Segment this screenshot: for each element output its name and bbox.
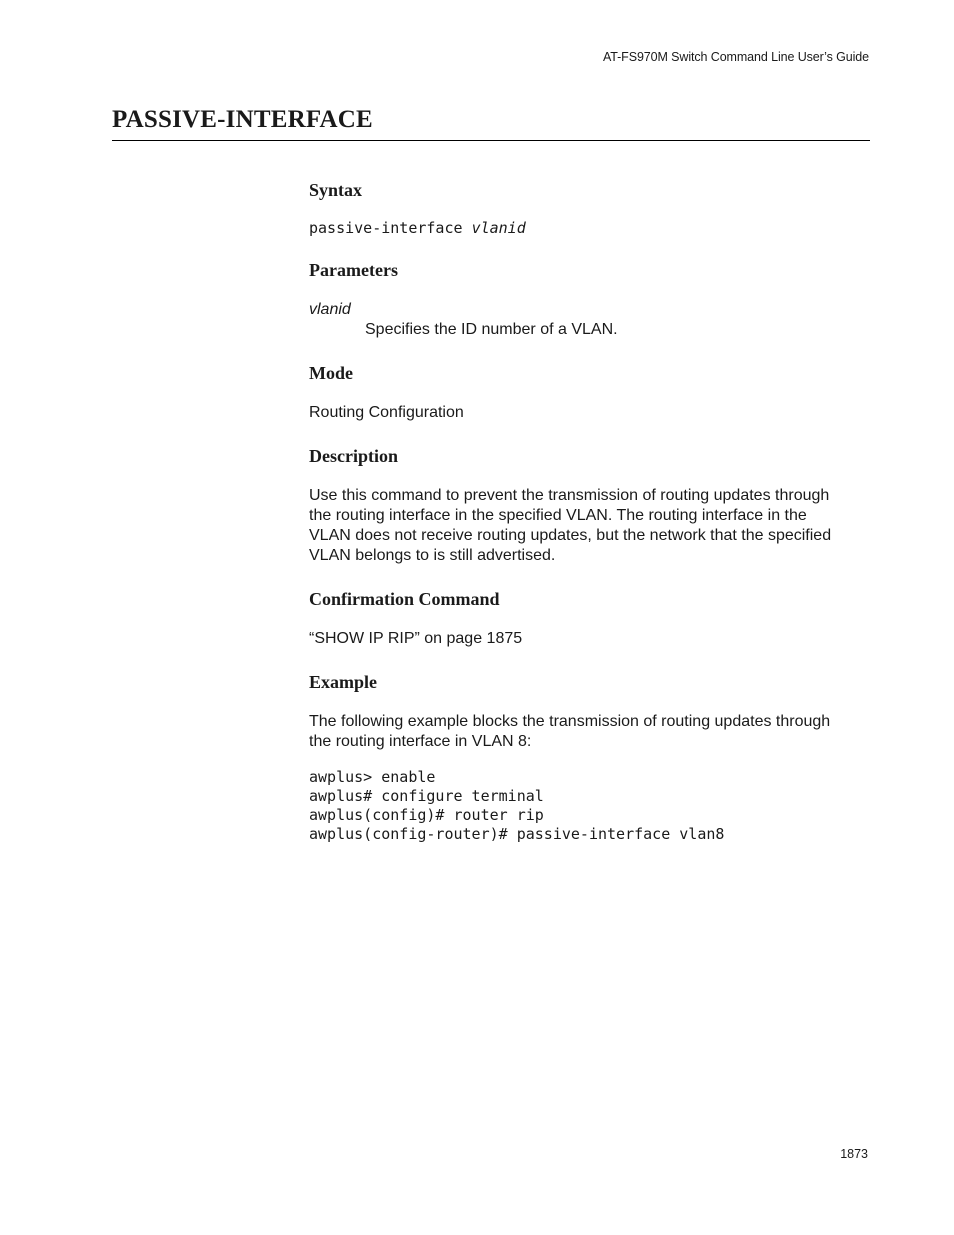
code-line: awplus# configure terminal bbox=[309, 787, 544, 805]
parameter-term: vlanid bbox=[309, 301, 351, 318]
title-rule bbox=[112, 140, 870, 141]
code-line: awplus(config)# router rip bbox=[309, 806, 544, 824]
running-header: AT-FS970M Switch Command Line User’s Guide bbox=[602, 50, 869, 64]
syntax-parameter: vlanid bbox=[471, 219, 526, 237]
example-paragraph bbox=[309, 712, 869, 752]
parameter-definition: Specifies the ID number of a VLAN. bbox=[365, 321, 618, 338]
example-line: The following example blocks the transmission of routing updates through bbox=[309, 713, 831, 730]
main-content bbox=[309, 180, 869, 844]
parameter-list bbox=[309, 300, 869, 340]
description-heading: Description bbox=[309, 446, 398, 466]
description-paragraph bbox=[309, 486, 869, 566]
description-line: the routing interface in the specified VLAN. The routing interface in the bbox=[309, 507, 807, 524]
syntax-command bbox=[309, 219, 869, 238]
example-code-block bbox=[309, 768, 869, 844]
page-title: PASSIVE-INTERFACE bbox=[112, 106, 373, 133]
code-line: awplus(config-router)# passive-interface vlan8 bbox=[309, 825, 725, 843]
description-line: VLAN belongs to is still advertised. bbox=[309, 547, 556, 564]
confirmation-link[interactable]: “SHOW IP RIP” on page 1875 bbox=[309, 630, 523, 647]
description-line: VLAN does not receive routing updates, but the network that the specified bbox=[309, 527, 832, 544]
example-heading: Example bbox=[309, 672, 378, 692]
syntax-command-text: passive-interface bbox=[309, 219, 472, 237]
parameters-heading: Parameters bbox=[309, 260, 398, 280]
syntax-heading: Syntax bbox=[309, 180, 363, 200]
mode-heading: Mode bbox=[309, 363, 353, 383]
confirmation-heading: Confirmation Command bbox=[309, 589, 500, 609]
code-line: awplus> enable bbox=[309, 768, 436, 786]
description-line: Use this command to prevent the transmission of routing updates through bbox=[309, 487, 830, 504]
example-line: the routing interface in VLAN 8: bbox=[309, 733, 532, 750]
mode-text: Routing Configuration bbox=[309, 404, 464, 421]
page-number: 1873 bbox=[840, 1147, 868, 1161]
